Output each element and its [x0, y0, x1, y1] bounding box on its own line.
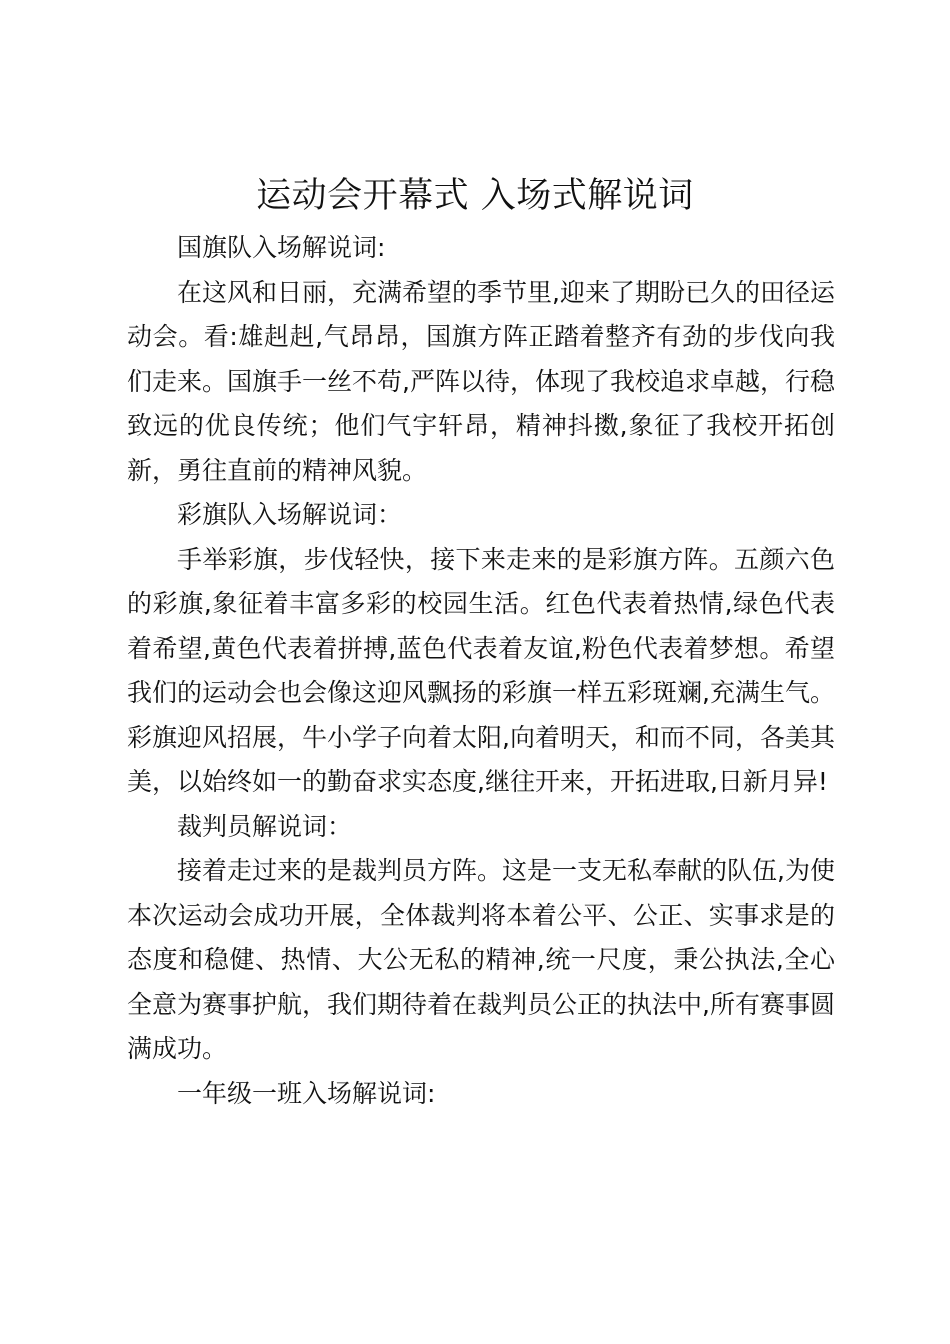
document-title: 运动会开幕式 入场式解说词	[256, 176, 694, 216]
document-body	[127, 226, 835, 1116]
section-text-referees: 接着走过来的是裁判员方阵。这是一支无私奉献的队伍,为使本次运动会成功开展，全体裁判将本着公平、公正、实事求是的态度和稳健、热情、大公无私的精神,统一尺度，秉公执法,全心全意为赛事护航，我们期待着在裁判员公正的执法中,所有赛事圆满成功。	[127, 856, 835, 1063]
section-text-color-flag-team: 手举彩旗，步伐轻快，接下来走来的是彩旗方阵。五颜六色的彩旗,象征着丰富多彩的校园生活。红色代表着热情,绿色代表着希望,黄色代表着拼搏,蓝色代表着友谊,粉色代表着梦想。希望我们的运动会也会像这迎风飘扬的彩旗一样五彩斑斓,充满生气。彩旗迎风招展，牛小学子向着太阳,向着明天，和而不同，各美其美，以始终如一的勤奋求实态度,继往开来，开拓进取,日新月异!	[127, 544, 835, 796]
section-heading-color-flag-team: 彩旗队入场解说词：	[177, 500, 403, 529]
section-heading-grade1-class1: 一年级一班入场解说词:	[177, 1078, 436, 1108]
section-heading-referees: 裁判员解说词：	[177, 811, 353, 841]
section-heading-flag-team: 国旗队入场解说词:	[177, 233, 386, 262]
section-text-flag-team: 在这风和日丽，充满希望的季节里,迎来了期盼已久的田径运动会。看:雄赳赳,气昂昂，国旗方阵正踏着整齐有劲的步伐向我们走来。国旗手一丝不苟,严阵以待，体现了我校追求卓越，行稳致远的优良传统；他们气宇轩昂，精神抖擞,象征了我校开拓创新，勇往直前的精神风貌。	[127, 277, 835, 485]
